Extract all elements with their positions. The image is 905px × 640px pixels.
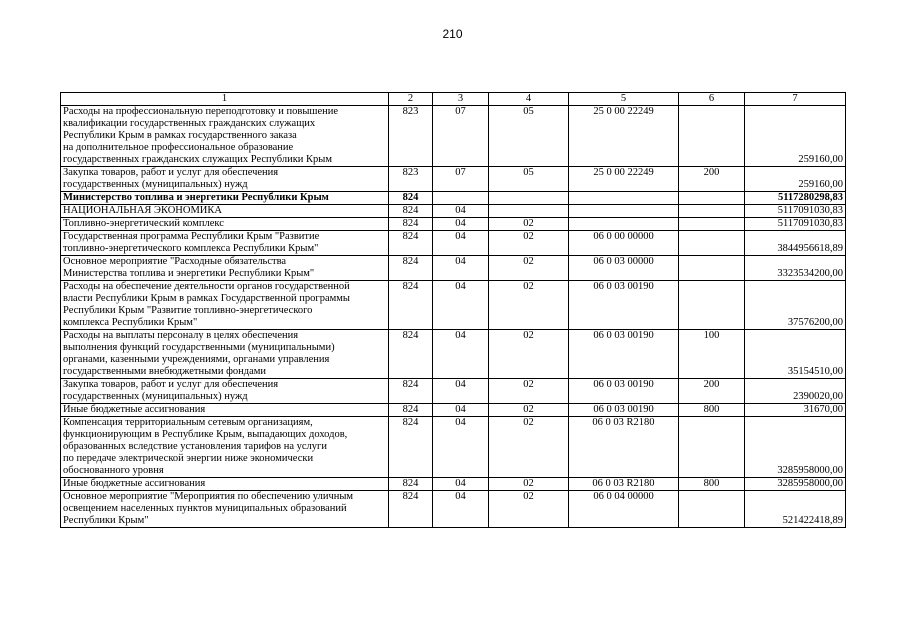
subsection-code-cell: 02: [489, 281, 569, 330]
table-row: [61, 478, 846, 491]
expense-type-cell: [679, 256, 745, 281]
ministry-code-cell: 824: [389, 404, 433, 417]
table-row: [61, 231, 846, 256]
amount-cell: 5117280298,83: [745, 192, 846, 205]
header-cell: 3: [433, 93, 489, 106]
ministry-code-cell: 824: [389, 379, 433, 404]
target-article-cell: [569, 205, 679, 218]
table-row: [61, 167, 846, 192]
ministry-code-cell: 824: [389, 256, 433, 281]
row-name-cell: Расходы на профессиональную переподготовку и повышение квалификации государственных гражданских служащих Республики Крым в рамках государственного заказа на дополнительное профессиональное образование государственных гражданских служащих Республики Крым: [61, 106, 389, 167]
amount-cell: 35154510,00: [745, 330, 846, 379]
row-name-cell: Основное мероприятие "Расходные обязательства Министерства топлива и энергетики Республики Крым": [61, 256, 389, 281]
section-code-cell: 04: [433, 205, 489, 218]
subsection-code-cell: 02: [489, 330, 569, 379]
expense-type-cell: [679, 192, 745, 205]
table-row: [61, 330, 846, 379]
table-row: [61, 192, 846, 205]
row-name-cell: Иные бюджетные ассигнования: [61, 478, 389, 491]
table-row: [61, 218, 846, 231]
amount-cell: 31670,00: [745, 404, 846, 417]
ministry-code-cell: 824: [389, 281, 433, 330]
target-article-cell: 06 0 04 00000: [569, 491, 679, 528]
table-row: [61, 205, 846, 218]
section-code-cell: 04: [433, 478, 489, 491]
expense-type-cell: 800: [679, 404, 745, 417]
table-row: [61, 379, 846, 404]
amount-cell: 259160,00: [745, 167, 846, 192]
target-article-cell: [569, 192, 679, 205]
amount-cell: 3285958000,00: [745, 417, 846, 478]
section-code-cell: 04: [433, 256, 489, 281]
ministry-code-cell: 824: [389, 192, 433, 205]
target-article-cell: 06 0 03 00190: [569, 281, 679, 330]
expense-type-cell: [679, 205, 745, 218]
row-name-cell: Топливно-энергетический комплекс: [61, 218, 389, 231]
target-article-cell: 06 0 03 00190: [569, 330, 679, 379]
row-name-cell: Закупка товаров, работ и услуг для обеспечения государственных (муниципальных) нужд: [61, 167, 389, 192]
section-code-cell: 07: [433, 167, 489, 192]
table-row: [61, 106, 846, 167]
expense-type-cell: 200: [679, 379, 745, 404]
amount-cell: 5117091030,83: [745, 218, 846, 231]
amount-cell: 521422418,89: [745, 491, 846, 528]
expense-type-cell: [679, 417, 745, 478]
ministry-code-cell: 824: [389, 491, 433, 528]
subsection-code-cell: 02: [489, 231, 569, 256]
expense-type-cell: [679, 281, 745, 330]
expense-type-cell: 100: [679, 330, 745, 379]
header-cell: 5: [569, 93, 679, 106]
target-article-cell: 06 0 00 00000: [569, 231, 679, 256]
section-code-cell: 04: [433, 281, 489, 330]
expense-type-cell: [679, 491, 745, 528]
section-code-cell: 04: [433, 231, 489, 256]
section-code-cell: 04: [433, 379, 489, 404]
row-name-cell: Государственная программа Республики Крым "Развитие топливно-энергетического комплекса Республики Крым": [61, 231, 389, 256]
subsection-code-cell: 02: [489, 404, 569, 417]
section-code-cell: 04: [433, 218, 489, 231]
expense-type-cell: [679, 218, 745, 231]
ministry-code-cell: 824: [389, 478, 433, 491]
ministry-code-cell: 824: [389, 330, 433, 379]
subsection-code-cell: [489, 192, 569, 205]
target-article-cell: 25 0 00 22249: [569, 167, 679, 192]
row-name-cell: Министерство топлива и энергетики Республики Крым: [61, 192, 389, 205]
section-code-cell: 04: [433, 417, 489, 478]
header-cell: 1: [61, 93, 389, 106]
subsection-code-cell: 02: [489, 379, 569, 404]
ministry-code-cell: 823: [389, 167, 433, 192]
subsection-code-cell: 02: [489, 256, 569, 281]
row-name-cell: Расходы на обеспечение деятельности органов государственной власти Республики Крым в рамках Государственной программы Республики Крым "Развитие топливно-энергетического комплекса Республики Крым": [61, 281, 389, 330]
section-code-cell: 07: [433, 106, 489, 167]
table-row: [61, 491, 846, 528]
expense-type-cell: [679, 106, 745, 167]
table-header-row: [61, 93, 846, 106]
row-name-cell: Расходы на выплаты персоналу в целях обеспечения выполнения функций государственными (муниципальными) органами, казенными учреждениями, органами управления государственными внебюджетными фондами: [61, 330, 389, 379]
subsection-code-cell: 02: [489, 417, 569, 478]
header-cell: 2: [389, 93, 433, 106]
amount-cell: 3323534200,00: [745, 256, 846, 281]
row-name-cell: Компенсация территориальным сетевым организациям, функционирующим в Республике Крым, выпадающих доходов, образованных вследствие установления тарифов на услуги по передаче электрической энергии ниже экономически обоснованного уровня: [61, 417, 389, 478]
subsection-code-cell: 02: [489, 218, 569, 231]
subsection-code-cell: 05: [489, 167, 569, 192]
subsection-code-cell: [489, 205, 569, 218]
subsection-code-cell: 02: [489, 491, 569, 528]
header-cell: 4: [489, 93, 569, 106]
amount-cell: 259160,00: [745, 106, 846, 167]
budget-table: [60, 92, 846, 528]
header-cell: 6: [679, 93, 745, 106]
ministry-code-cell: 824: [389, 231, 433, 256]
expense-type-cell: 200: [679, 167, 745, 192]
target-article-cell: 06 0 03 00190: [569, 404, 679, 417]
expense-type-cell: [679, 231, 745, 256]
amount-cell: 5117091030,83: [745, 205, 846, 218]
target-article-cell: 06 0 03 00000: [569, 256, 679, 281]
section-code-cell: 04: [433, 404, 489, 417]
target-article-cell: [569, 218, 679, 231]
ministry-code-cell: 823: [389, 106, 433, 167]
amount-cell: 2390020,00: [745, 379, 846, 404]
expense-type-cell: 800: [679, 478, 745, 491]
section-code-cell: [433, 192, 489, 205]
amount-cell: 37576200,00: [745, 281, 846, 330]
ministry-code-cell: 824: [389, 205, 433, 218]
header-cell: 7: [745, 93, 846, 106]
subsection-code-cell: 05: [489, 106, 569, 167]
row-name-cell: Закупка товаров, работ и услуг для обеспечения государственных (муниципальных) нужд: [61, 379, 389, 404]
ministry-code-cell: 824: [389, 218, 433, 231]
target-article-cell: 06 0 03 R2180: [569, 417, 679, 478]
row-name-cell: Основное мероприятие "Мероприятия по обеспечению уличным освещением населенных пунктов муниципальных образований Республики Крым": [61, 491, 389, 528]
page-number: 210: [442, 27, 463, 41]
table-row: [61, 417, 846, 478]
row-name-cell: НАЦИОНАЛЬНАЯ ЭКОНОМИКА: [61, 205, 389, 218]
amount-cell: 3285958000,00: [745, 478, 846, 491]
target-article-cell: 06 0 03 R2180: [569, 478, 679, 491]
row-name-cell: Иные бюджетные ассигнования: [61, 404, 389, 417]
target-article-cell: 25 0 00 22249: [569, 106, 679, 167]
ministry-code-cell: 824: [389, 417, 433, 478]
section-code-cell: 04: [433, 330, 489, 379]
subsection-code-cell: 02: [489, 478, 569, 491]
table-row: [61, 256, 846, 281]
table-row: [61, 404, 846, 417]
table-row: [61, 281, 846, 330]
amount-cell: 3844956618,89: [745, 231, 846, 256]
section-code-cell: 04: [433, 491, 489, 528]
target-article-cell: 06 0 03 00190: [569, 379, 679, 404]
